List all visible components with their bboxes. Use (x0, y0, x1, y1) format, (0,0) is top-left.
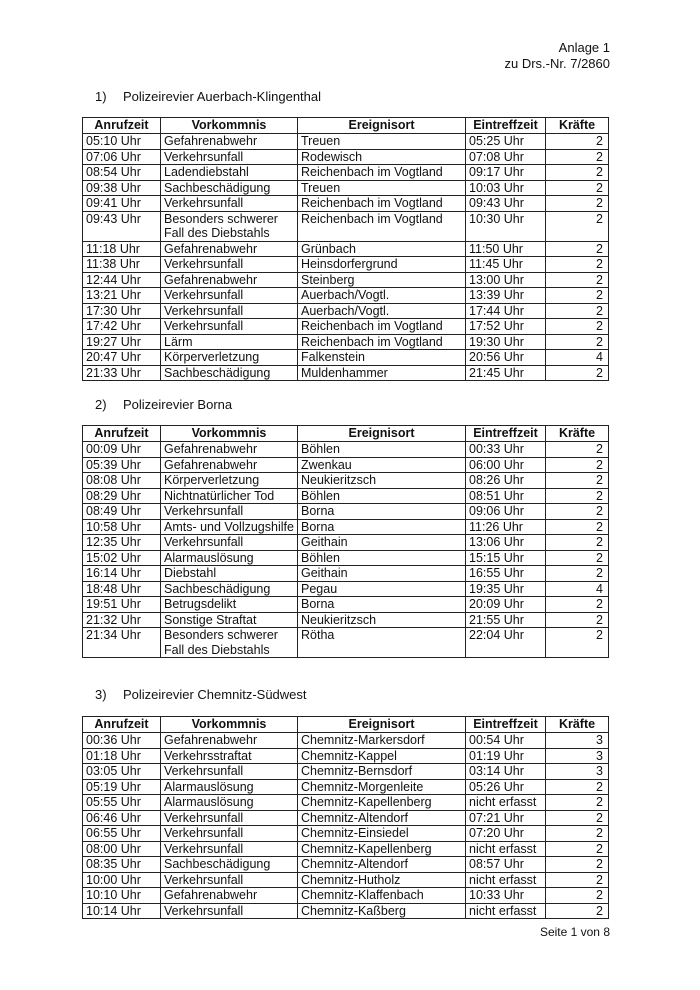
location: Reichenbach im Vogtland (298, 211, 466, 241)
location: Borna (298, 519, 466, 535)
incident-type: Nichtnatürlicher Tod (161, 488, 298, 504)
location: Zwenkau (298, 457, 466, 473)
arrival-time: 21:55 Uhr (466, 612, 546, 628)
table-row (83, 442, 609, 458)
arrival-time: 07:21 Uhr (466, 810, 546, 826)
officer-count: 2 (546, 810, 609, 826)
table-row (83, 841, 609, 857)
officer-count: 2 (546, 288, 609, 304)
call-time: 13:21 Uhr (83, 288, 161, 304)
location: Geithain (298, 535, 466, 551)
arrival-time: 15:15 Uhr (466, 550, 546, 566)
incident-table-auerbach (82, 117, 609, 381)
location: Reichenbach im Vogtland (298, 319, 466, 335)
location: Neukieritzsch (298, 612, 466, 628)
officer-count: 2 (546, 826, 609, 842)
location: Auerbach/Vogtl. (298, 303, 466, 319)
table-row (83, 303, 609, 319)
table-row (83, 566, 609, 582)
location: Reichenbach im Vogtland (298, 196, 466, 212)
location: Chemnitz-Einsiedel (298, 826, 466, 842)
officer-count: 2 (546, 779, 609, 795)
arrival-time: 19:30 Uhr (466, 334, 546, 350)
location: Böhlen (298, 488, 466, 504)
table-row (83, 550, 609, 566)
call-time: 03:05 Uhr (83, 764, 161, 780)
call-time: 08:08 Uhr (83, 473, 161, 489)
arrival-time: 08:26 Uhr (466, 473, 546, 489)
arrival-time: 13:06 Uhr (466, 535, 546, 551)
location: Borna (298, 597, 466, 613)
arrival-time: 00:33 Uhr (466, 442, 546, 458)
arrival-time: 11:45 Uhr (466, 257, 546, 273)
location: Neukieritzsch (298, 473, 466, 489)
arrival-time: 21:45 Uhr (466, 365, 546, 381)
table-row (83, 764, 609, 780)
arrival-time: 09:06 Uhr (466, 504, 546, 520)
location: Chemnitz-Markersdorf (298, 733, 466, 749)
call-time: 11:38 Uhr (83, 257, 161, 273)
table-row (83, 581, 609, 597)
column-header-ereignisort: Ereignisort (298, 717, 466, 733)
arrival-time: 20:56 Uhr (466, 350, 546, 366)
officer-count: 4 (546, 350, 609, 366)
column-header-ereignisort: Ereignisort (298, 118, 466, 134)
officer-count: 2 (546, 149, 609, 165)
call-time: 05:10 Uhr (83, 134, 161, 150)
location: Heinsdorfergrund (298, 257, 466, 273)
table-row (83, 597, 609, 613)
incident-type: Verkehrsunfall (161, 810, 298, 826)
incident-table-chemnitz (82, 716, 609, 919)
incident-type: Sachbeschädigung (161, 365, 298, 381)
incident-type: Amts- und Vollzugshilfe (161, 519, 298, 535)
table-row (83, 519, 609, 535)
table-row (83, 134, 609, 150)
call-time: 17:42 Uhr (83, 319, 161, 335)
arrival-time: 05:25 Uhr (466, 134, 546, 150)
call-time: 15:02 Uhr (83, 550, 161, 566)
table-row (83, 288, 609, 304)
incident-type: Ladendiebstahl (161, 165, 298, 181)
section-name: Polizeirevier Auerbach-Klingenthal (123, 89, 322, 104)
table-row (83, 457, 609, 473)
incident-type: Besonders schwerer Fall des Diebstahls (161, 211, 298, 241)
table-row (83, 365, 609, 381)
table-row (83, 903, 609, 919)
arrival-time: 20:09 Uhr (466, 597, 546, 613)
location: Chemnitz-Altendorf (298, 857, 466, 873)
officer-count: 3 (546, 748, 609, 764)
call-time: 12:44 Uhr (83, 272, 161, 288)
officer-count: 2 (546, 628, 609, 658)
incident-type: Gefahrenabwehr (161, 241, 298, 257)
officer-count: 2 (546, 303, 609, 319)
call-time: 18:48 Uhr (83, 581, 161, 597)
call-time: 05:55 Uhr (83, 795, 161, 811)
incident-type: Gefahrenabwehr (161, 134, 298, 150)
location: Rötha (298, 628, 466, 658)
officer-count: 2 (546, 519, 609, 535)
officer-count: 2 (546, 888, 609, 904)
officer-count: 3 (546, 764, 609, 780)
incident-type: Verkehrsunfall (161, 535, 298, 551)
arrival-time: 01:19 Uhr (466, 748, 546, 764)
location: Chemnitz-Morgenleite (298, 779, 466, 795)
call-time: 08:00 Uhr (83, 841, 161, 857)
call-time: 17:30 Uhr (83, 303, 161, 319)
incident-type: Verkehrsunfall (161, 764, 298, 780)
arrival-time: 17:52 Uhr (466, 319, 546, 335)
incident-type: Verkehrsunfall (161, 841, 298, 857)
call-time: 05:39 Uhr (83, 457, 161, 473)
incident-type: Sachbeschädigung (161, 857, 298, 873)
table-row (83, 748, 609, 764)
arrival-time: 07:20 Uhr (466, 826, 546, 842)
arrival-time: 13:00 Uhr (466, 272, 546, 288)
section-number: 1) (95, 89, 107, 104)
location: Chemnitz-Kaßberg (298, 903, 466, 919)
location: Reichenbach im Vogtland (298, 165, 466, 181)
officer-count: 2 (546, 241, 609, 257)
officer-count: 2 (546, 612, 609, 628)
column-header-vorkommnis: Vorkommnis (161, 717, 298, 733)
table-row (83, 628, 609, 658)
page-header (505, 40, 611, 72)
incident-type: Alarmauslösung (161, 795, 298, 811)
officer-count: 2 (546, 319, 609, 335)
table-row (83, 165, 609, 181)
location: Chemnitz-Altendorf (298, 810, 466, 826)
table-header-row (83, 118, 609, 134)
column-header-eintreffzeit: Eintreffzeit (466, 118, 546, 134)
arrival-time: 11:26 Uhr (466, 519, 546, 535)
arrival-time: 19:35 Uhr (466, 581, 546, 597)
call-time: 06:55 Uhr (83, 826, 161, 842)
table-row (83, 350, 609, 366)
table-header-row (83, 717, 609, 733)
table-row (83, 180, 609, 196)
table-row (83, 196, 609, 212)
officer-count: 2 (546, 457, 609, 473)
call-time: 19:51 Uhr (83, 597, 161, 613)
table-row (83, 612, 609, 628)
call-time: 21:32 Uhr (83, 612, 161, 628)
officer-count: 2 (546, 272, 609, 288)
call-time: 07:06 Uhr (83, 149, 161, 165)
call-time: 16:14 Uhr (83, 566, 161, 582)
page-number: Seite 1 von 8 (539, 925, 610, 939)
incident-type: Verkehrsunfall (161, 319, 298, 335)
call-time: 20:47 Uhr (83, 350, 161, 366)
call-time: 08:29 Uhr (83, 488, 161, 504)
section-name: Polizeirevier Chemnitz-Südwest (123, 687, 307, 702)
arrival-time: 06:00 Uhr (466, 457, 546, 473)
call-time: 01:18 Uhr (83, 748, 161, 764)
officer-count: 2 (546, 473, 609, 489)
section-title-2 (95, 397, 232, 412)
table-row (83, 272, 609, 288)
arrival-time: 07:08 Uhr (466, 149, 546, 165)
arrival-time: 10:33 Uhr (466, 888, 546, 904)
incident-type: Gefahrenabwehr (161, 442, 298, 458)
incident-type: Sachbeschädigung (161, 180, 298, 196)
section-title-3 (95, 687, 307, 702)
column-header-anrufzeit: Anrufzeit (83, 118, 161, 134)
section-name: Polizeirevier Borna (123, 397, 233, 412)
column-header-vorkommnis: Vorkommnis (161, 118, 298, 134)
incident-type: Verkehrsunfall (161, 196, 298, 212)
arrival-time: 10:03 Uhr (466, 180, 546, 196)
table-row (83, 473, 609, 489)
incident-type: Gefahrenabwehr (161, 888, 298, 904)
arrival-time: 11:50 Uhr (466, 241, 546, 257)
incident-type: Sachbeschädigung (161, 581, 298, 597)
officer-count: 3 (546, 733, 609, 749)
location: Böhlen (298, 550, 466, 566)
officer-count: 2 (546, 504, 609, 520)
officer-count: 2 (546, 257, 609, 273)
incident-type: Alarmauslösung (161, 779, 298, 795)
location: Auerbach/Vogtl. (298, 288, 466, 304)
arrival-time: 13:39 Uhr (466, 288, 546, 304)
incident-type: Sonstige Straftat (161, 612, 298, 628)
incident-type: Verkehrsunfall (161, 826, 298, 842)
call-time: 05:19 Uhr (83, 779, 161, 795)
officer-count: 2 (546, 566, 609, 582)
location: Chemnitz-Hutholz (298, 872, 466, 888)
call-time: 00:09 Uhr (83, 442, 161, 458)
call-time: 08:35 Uhr (83, 857, 161, 873)
incident-type: Verkehrsunfall (161, 504, 298, 520)
location: Rodewisch (298, 149, 466, 165)
table-row (83, 319, 609, 335)
call-time: 21:33 Uhr (83, 365, 161, 381)
column-header-anrufzeit: Anrufzeit (83, 717, 161, 733)
incident-type: Gefahrenabwehr (161, 733, 298, 749)
location: Treuen (298, 180, 466, 196)
incident-type: Gefahrenabwehr (161, 457, 298, 473)
arrival-time: 00:54 Uhr (466, 733, 546, 749)
incident-type: Verkehrsunfall (161, 257, 298, 273)
officer-count: 2 (546, 872, 609, 888)
table-row (83, 257, 609, 273)
location: Chemnitz-Kapellenberg (298, 795, 466, 811)
document-reference: zu Drs.-Nr. 7/2860 (504, 56, 610, 71)
call-time: 06:46 Uhr (83, 810, 161, 826)
call-time: 10:14 Uhr (83, 903, 161, 919)
table-header-row (83, 426, 609, 442)
section-number: 2) (95, 397, 107, 412)
location: Chemnitz-Bernsdorf (298, 764, 466, 780)
table-row (83, 779, 609, 795)
officer-count: 2 (546, 196, 609, 212)
column-header-eintreffzeit: Eintreffzeit (466, 426, 546, 442)
officer-count: 2 (546, 134, 609, 150)
arrival-time: 17:44 Uhr (466, 303, 546, 319)
table-row (83, 872, 609, 888)
arrival-time: 08:57 Uhr (466, 857, 546, 873)
officer-count: 2 (546, 442, 609, 458)
arrival-time: nicht erfasst (466, 872, 546, 888)
call-time: 08:54 Uhr (83, 165, 161, 181)
incident-type: Betrugsdelikt (161, 597, 298, 613)
incident-type: Körperverletzung (161, 473, 298, 489)
arrival-time: nicht erfasst (466, 903, 546, 919)
arrival-time: nicht erfasst (466, 841, 546, 857)
table-row (83, 334, 609, 350)
call-time: 10:58 Uhr (83, 519, 161, 535)
arrival-time: 09:43 Uhr (466, 196, 546, 212)
officer-count: 2 (546, 535, 609, 551)
incident-type: Verkehrsstraftat (161, 748, 298, 764)
arrival-time: 10:30 Uhr (466, 211, 546, 241)
table-row (83, 733, 609, 749)
arrival-time: 08:51 Uhr (466, 488, 546, 504)
location: Geithain (298, 566, 466, 582)
arrival-time: 09:17 Uhr (466, 165, 546, 181)
location: Grünbach (298, 241, 466, 257)
incident-type: Verkehrsunfall (161, 903, 298, 919)
location: Chemnitz-Klaffenbach (298, 888, 466, 904)
arrival-time: 22:04 Uhr (466, 628, 546, 658)
call-time: 19:27 Uhr (83, 334, 161, 350)
column-header-eintreffzeit: Eintreffzeit (466, 717, 546, 733)
officer-count: 2 (546, 597, 609, 613)
officer-count: 2 (546, 841, 609, 857)
table-row (83, 211, 609, 241)
officer-count: 2 (546, 857, 609, 873)
column-header-kraefte: Kräfte (546, 118, 609, 134)
table-row (83, 826, 609, 842)
officer-count: 2 (546, 488, 609, 504)
table-row (83, 488, 609, 504)
location: Steinberg (298, 272, 466, 288)
arrival-time: 16:55 Uhr (466, 566, 546, 582)
section-number: 3) (95, 687, 107, 702)
officer-count: 2 (546, 903, 609, 919)
incident-table-borna (82, 425, 609, 658)
column-header-kraefte: Kräfte (546, 426, 609, 442)
table-row (83, 810, 609, 826)
attachment-label: Anlage 1 (558, 40, 610, 55)
location: Pegau (298, 581, 466, 597)
incident-type: Diebstahl (161, 566, 298, 582)
table-row (83, 241, 609, 257)
incident-type: Verkehrsunfall (161, 872, 298, 888)
incident-type: Verkehrsunfall (161, 303, 298, 319)
table-row (83, 149, 609, 165)
location: Borna (298, 504, 466, 520)
call-time: 08:49 Uhr (83, 504, 161, 520)
call-time: 10:10 Uhr (83, 888, 161, 904)
table-row (83, 857, 609, 873)
incident-type: Körperverletzung (161, 350, 298, 366)
officer-count: 2 (546, 334, 609, 350)
call-time: 21:34 Uhr (83, 628, 161, 658)
location: Chemnitz-Kapellenberg (298, 841, 466, 857)
arrival-time: nicht erfasst (466, 795, 546, 811)
officer-count: 4 (546, 581, 609, 597)
column-header-kraefte: Kräfte (546, 717, 609, 733)
call-time: 00:36 Uhr (83, 733, 161, 749)
incident-type: Verkehrsunfall (161, 288, 298, 304)
officer-count: 2 (546, 165, 609, 181)
officer-count: 2 (546, 211, 609, 241)
location: Chemnitz-Kappel (298, 748, 466, 764)
column-header-anrufzeit: Anrufzeit (83, 426, 161, 442)
call-time: 09:38 Uhr (83, 180, 161, 196)
location: Muldenhammer (298, 365, 466, 381)
call-time: 10:00 Uhr (83, 872, 161, 888)
location: Böhlen (298, 442, 466, 458)
call-time: 09:43 Uhr (83, 211, 161, 241)
arrival-time: 03:14 Uhr (466, 764, 546, 780)
incident-type: Lärm (161, 334, 298, 350)
arrival-time: 05:26 Uhr (466, 779, 546, 795)
call-time: 11:18 Uhr (83, 241, 161, 257)
call-time: 09:41 Uhr (83, 196, 161, 212)
incident-type: Verkehrsunfall (161, 149, 298, 165)
section-title-1 (95, 89, 321, 104)
table-row (83, 888, 609, 904)
officer-count: 2 (546, 795, 609, 811)
table-row (83, 504, 609, 520)
location: Reichenbach im Vogtland (298, 334, 466, 350)
officer-count: 2 (546, 550, 609, 566)
officer-count: 2 (546, 180, 609, 196)
call-time: 12:35 Uhr (83, 535, 161, 551)
incident-type: Alarmauslösung (161, 550, 298, 566)
column-header-vorkommnis: Vorkommnis (161, 426, 298, 442)
location: Falkenstein (298, 350, 466, 366)
table-row (83, 795, 609, 811)
table-row (83, 535, 609, 551)
officer-count: 2 (546, 365, 609, 381)
column-header-ereignisort: Ereignisort (298, 426, 466, 442)
incident-type: Besonders schwerer Fall des Diebstahls (161, 628, 298, 658)
incident-type: Gefahrenabwehr (161, 272, 298, 288)
location: Treuen (298, 134, 466, 150)
